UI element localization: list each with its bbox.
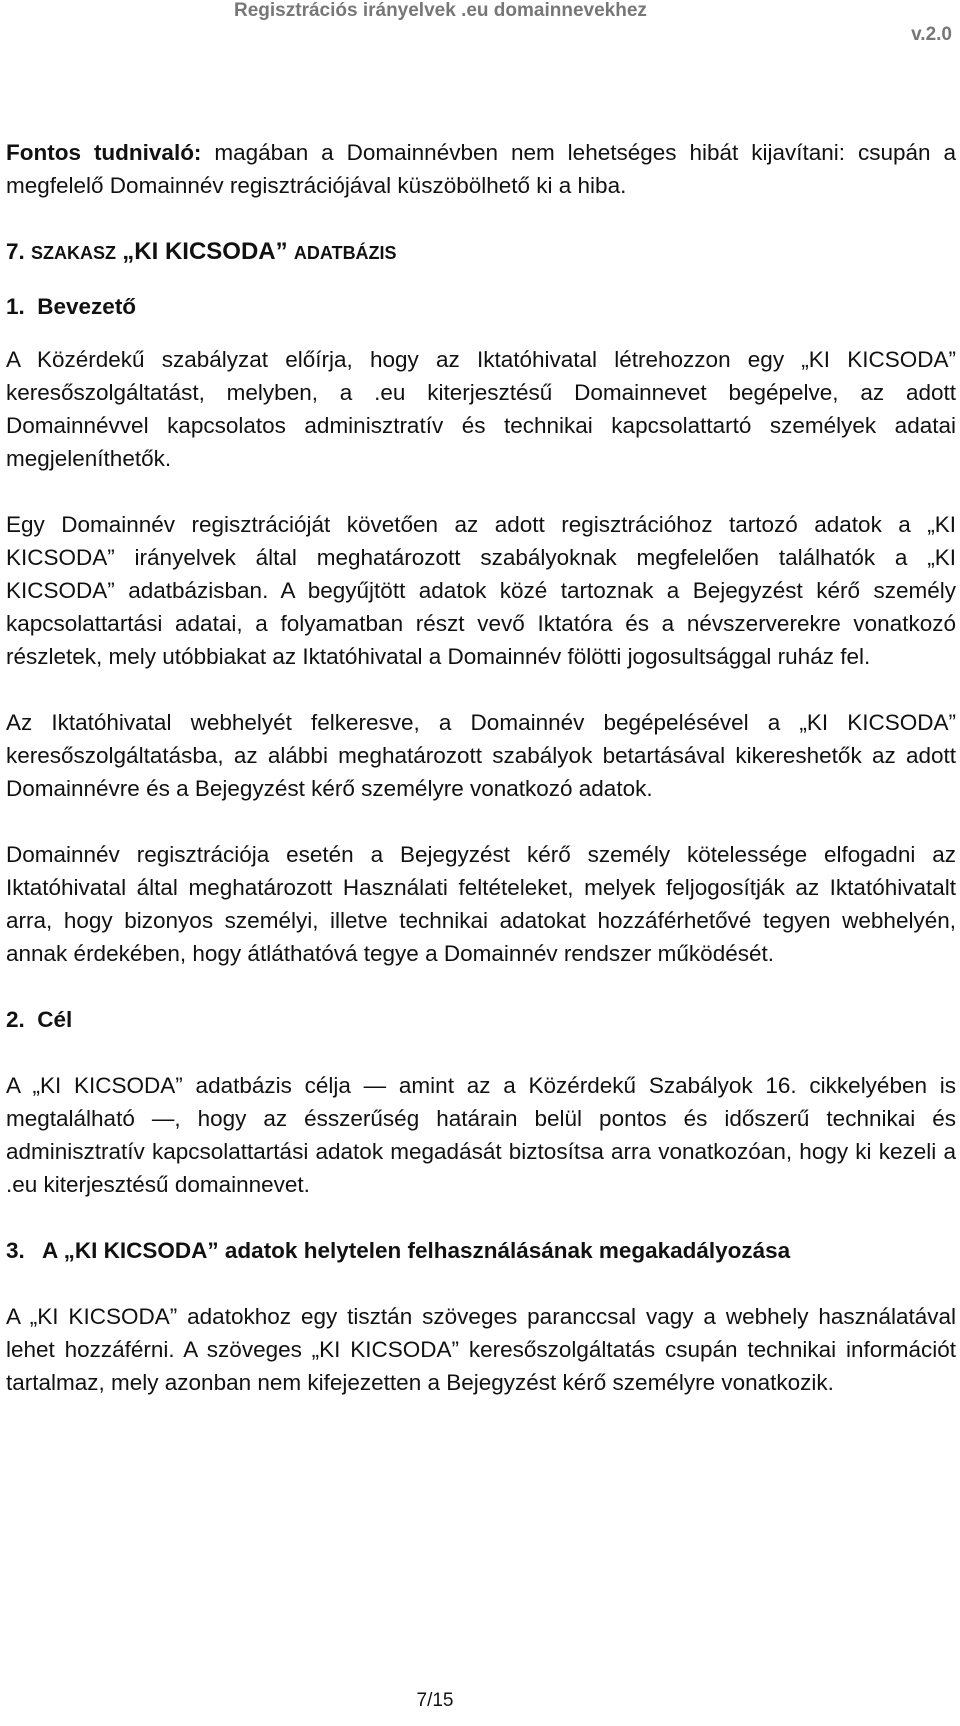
notice-paragraph: [6, 136, 956, 202]
section-suffix: ADATBÁZIS: [293, 243, 397, 263]
intro-paragraph-2: Egy Domainnév regisztrációját követően az adott regisztrációhoz tartozó adatok a „KI KICSODA” irányelvek által meghatározott szabályoknak megfelelően találhatók a „KI KICSODA” adatbázisban. A begyűjtött adatok közé tartoznak a Bejegyzést kérő személy kapcsolattartási adatai, a folyamatban részt vevő Iktatóra és a névszerverekre vonatkozó részletek, mely utóbbiakat az Iktatóhivatal a Domainnév fölötti jogosultsággal ruház fel.: [6, 512, 956, 669]
heading-misuse-number: 3.: [6, 1238, 25, 1263]
notice-text: magában a Domainnévben nem lehetséges hibát kijavítani: csupán a megfelelő Domainnév regisztrációjával küszöbölhető ki a hiba.: [6, 140, 956, 198]
header-title: Regisztrációs irányelvek .eu domainnevekhez: [234, 0, 647, 21]
version-label: v.2.0: [911, 24, 952, 45]
section-name: „KI KICSODA”: [122, 238, 288, 265]
intro-paragraph-3: Az Iktatóhivatal webhelyét felkeresve, a Domainnév begépelésével a „KI KICSODA” keresőszolgáltatásba, az alábbi meghatározott szabályok betartásával kikereshetők az adott Domainnévre és a Bejegyzést kérő személyre vonatkozó adatok.: [6, 710, 956, 801]
intro-paragraph-1: A Közérdekű szabályzat előírja, hogy az Iktatóhivatal létrehozzon egy „KI KICSODA” keresőszolgáltatást, melyben, a .eu kiterjesztésű Domainnevet begépelve, az adott Domainnévvel kapcsolatos adminisztratív és technikai kapcsolattartó személyek adatai megjeleníthetők.: [6, 347, 956, 471]
document-body: [6, 136, 956, 1399]
misuse-paragraph: A „KI KICSODA” adatokhoz egy tisztán szöveges paranccsal vagy a webhely használatával lehet hozzáférni. A szöveges „KI KICSODA” keresőszolgáltatás csupán technikai információt tartalmaz, mely azonban nem kifejezetten a Bejegyzést kérő személyre vonatkozik.: [6, 1304, 956, 1395]
heading-misuse-prevention: [6, 1234, 956, 1267]
section-number: 7.: [6, 239, 25, 264]
page-number: 7/15: [416, 1690, 454, 1711]
heading-misuse-text: A „KI KICSODA” adatok helytelen felhasználásának megakadályozása: [42, 1238, 791, 1263]
heading-purpose: 2. Cél: [6, 1007, 73, 1032]
heading-introduction: 1. Bevezető: [6, 294, 137, 319]
section-title: [6, 235, 956, 270]
purpose-paragraph: A „KI KICSODA” adatbázis célja — amint az a Közérdekű Szabályok 16. cikkelyében is megtalálható —, hogy az ésszerűség határain belül pontos és időszerű technikai és adminisztratív kapcsolattartási adatok megadását biztosítsa arra vonatkozóan, hogy ki kezeli a .eu kiterjesztésű domainnevet.: [6, 1073, 956, 1197]
intro-paragraph-4: Domainnév regisztrációja esetén a Bejegyzést kérő személy kötelessége elfogadni az Iktatóhivatal által meghatározott Használati feltételeket, melyek feljogosítják az Iktatóhivatalt arra, hogy bizonyos személyi, illetve technikai adatokat hozzáférhetővé tegyen webhelyén, annak érdekében, hogy átláthatóvá tegye a Domainnév rendszer működését.: [6, 842, 956, 966]
notice-label: Fontos tudnivaló:: [6, 140, 202, 165]
section-prefix: SZAKASZ: [31, 243, 117, 263]
